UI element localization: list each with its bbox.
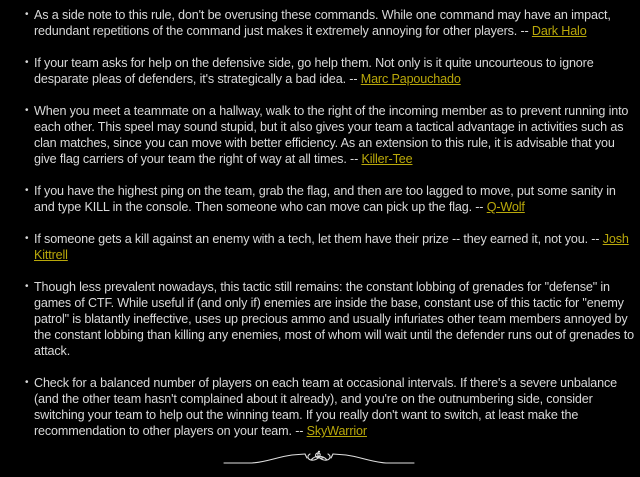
ornamental-divider-icon [222,448,416,470]
tip-text: Though less prevalent nowadays, this tactic still remains: the constant lobbing of grenades for "defense" in games of CTF. While useful if (and only if) enemies are inside the base, constant use of this tactic for "enemy patrol" is blatantly ineffective, uses up precious ammo and usually infuriates other team members annoyed by the constant lobbing than killing any enemies, most of whom will wait until the defender runs out of grenades to attack. [34,280,634,358]
bullet-icon: • [25,185,29,196]
list-item [25,183,634,215]
list-item [25,55,634,87]
list-item [25,7,634,39]
bullet-icon: • [25,377,29,388]
bullet-icon: • [25,233,29,244]
author-link-q-wolf[interactable]: Q-Wolf [486,200,525,214]
list-item [25,231,634,263]
author-link-marc-papouchado[interactable]: Marc Papouchado [360,72,461,86]
list-item [25,375,634,439]
author-link-skywarrior[interactable]: SkyWarrior [306,424,367,438]
bullet-icon: • [25,281,29,292]
bullet-icon: • [25,9,29,20]
tip-text: When you meet a teammate on a hallway, walk to the right of the incoming member as to prevent running into each other. This speel may sound stupid, but it also gives your team a tactical advantage in activities such as clan matches, since you can move with better efficiency. As an extension to this rule, it is advisable that you give flag carriers of your team the right of way at all times. -- [34,104,629,166]
tip-text: If your team asks for help on the defensive side, go help them. Not only is it quite uncourteous to ignore desparate pleas of defenders, it's strategically a bad idea. -- [34,56,594,86]
bullet-icon: • [25,105,29,116]
author-link-dark-halo[interactable]: Dark Halo [531,24,587,38]
author-link-josh-kittrell[interactable]: Josh Kittrell [34,232,629,262]
list-item [25,103,634,167]
tip-text: If you have the highest ping on the team, grab the flag, and then are too lagged to move, put some sanity in and type KILL in the console. Then someone who can move can pick up the flag. -- [34,184,616,214]
tip-text: As a side note to this rule, don't be overusing these commands. While one command may have an impact, redundant repetitions of the command just makes it extremely annoying for other players. -- [34,8,611,38]
bullet-icon: • [25,57,29,68]
author-link-killer-tee[interactable]: Killer-Tee [361,152,413,166]
tip-text: Check for a balanced number of players on each team at occasional intervals. If there's a severe unbalance (and the other team hasn't complained about it already), and you're on the outnumbering side, consider switching your team to help out the winning team. If you really don't want to switch, at least make the recommendation to other players on your team. -- [34,376,617,438]
tip-text: If someone gets a kill against an enemy with a tech, let them have their prize -- they earned it, not you. -- [34,232,603,246]
list-item [25,279,634,359]
